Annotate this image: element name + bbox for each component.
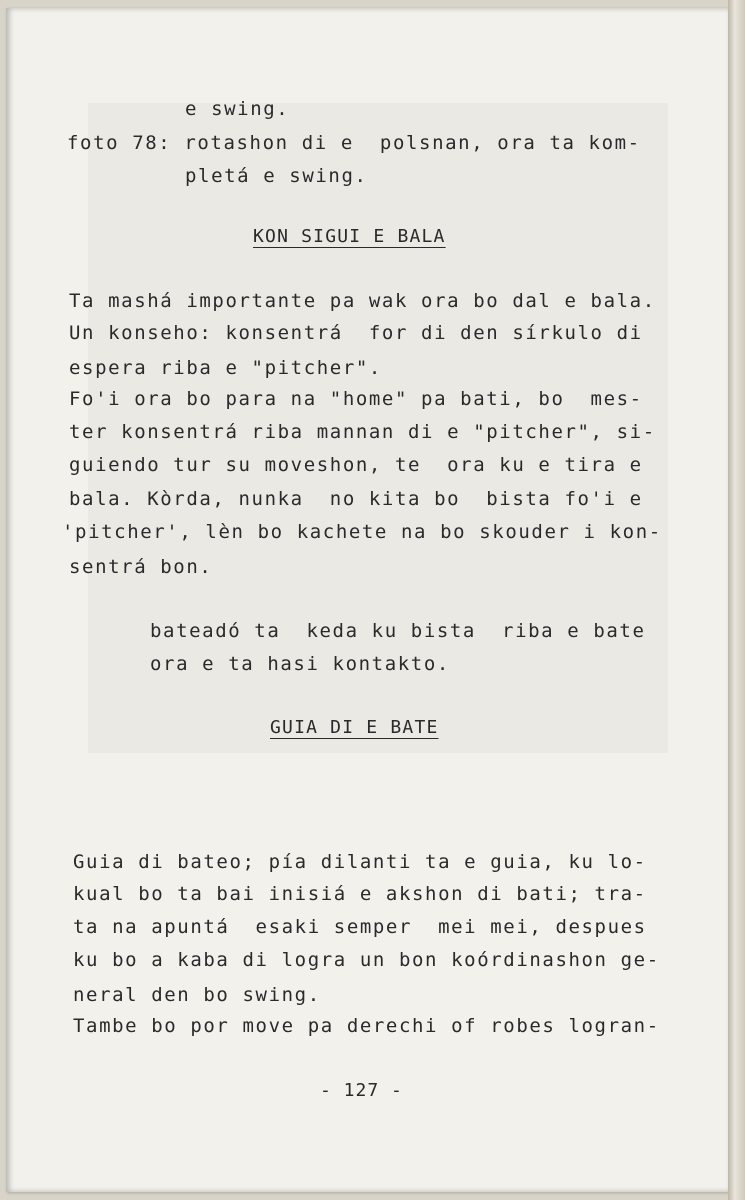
page-edge bbox=[728, 0, 745, 1200]
text-line: bala. Kòrda, nunka no kita bo bista fo'i e bbox=[69, 488, 643, 510]
section-heading: GUIA DI E BATE bbox=[270, 717, 439, 738]
text-line: espera riba e "pitcher". bbox=[69, 357, 382, 379]
text-line: sentrá bon. bbox=[69, 556, 213, 578]
text-line: Guia di bateo; pía dilanti ta e guia, ku lo- bbox=[73, 851, 647, 873]
text-line: e swing. bbox=[185, 98, 290, 120]
text-line: Fo'i ora bo para na "home" pa bati, bo mes- bbox=[69, 388, 643, 410]
text-line: ta na apuntá esaki semper mei mei, despues bbox=[73, 916, 647, 938]
caption-line: ora e ta hasi kontakto. bbox=[150, 653, 450, 675]
text-line: pletá e swing. bbox=[185, 165, 368, 187]
text-line: foto 78: rotashon di e polsnan, ora ta kom- bbox=[67, 132, 641, 154]
text-line: 'pitcher', lèn bo kachete na bo skouder i kon- bbox=[62, 521, 662, 543]
text-line: Ta mashá importante pa wak ora bo dal e bala. bbox=[69, 290, 656, 312]
caption-line: bateadó ta keda ku bista riba e bate bbox=[150, 620, 646, 642]
text-line: Un konseho: konsentrá for di den sírkulo di bbox=[69, 322, 643, 344]
text-line: kual bo ta bai inisiá e akshon di bati; tra- bbox=[73, 883, 647, 905]
text-line: ter konsentrá riba mannan di e "pitcher", si- bbox=[69, 421, 656, 443]
text-line: ku bo a kaba di logra un bon koórdinashon ge- bbox=[73, 949, 660, 971]
text-line: guiendo tur su moveshon, te ora ku e tira e bbox=[69, 454, 643, 476]
text-line: neral den bo swing. bbox=[73, 984, 321, 1006]
page-number: - 127 - bbox=[320, 1080, 403, 1101]
section-heading: KON SIGUI E BALA bbox=[253, 226, 446, 247]
text-line: Tambe bo por move pa derechi of robes logran- bbox=[73, 1015, 660, 1037]
